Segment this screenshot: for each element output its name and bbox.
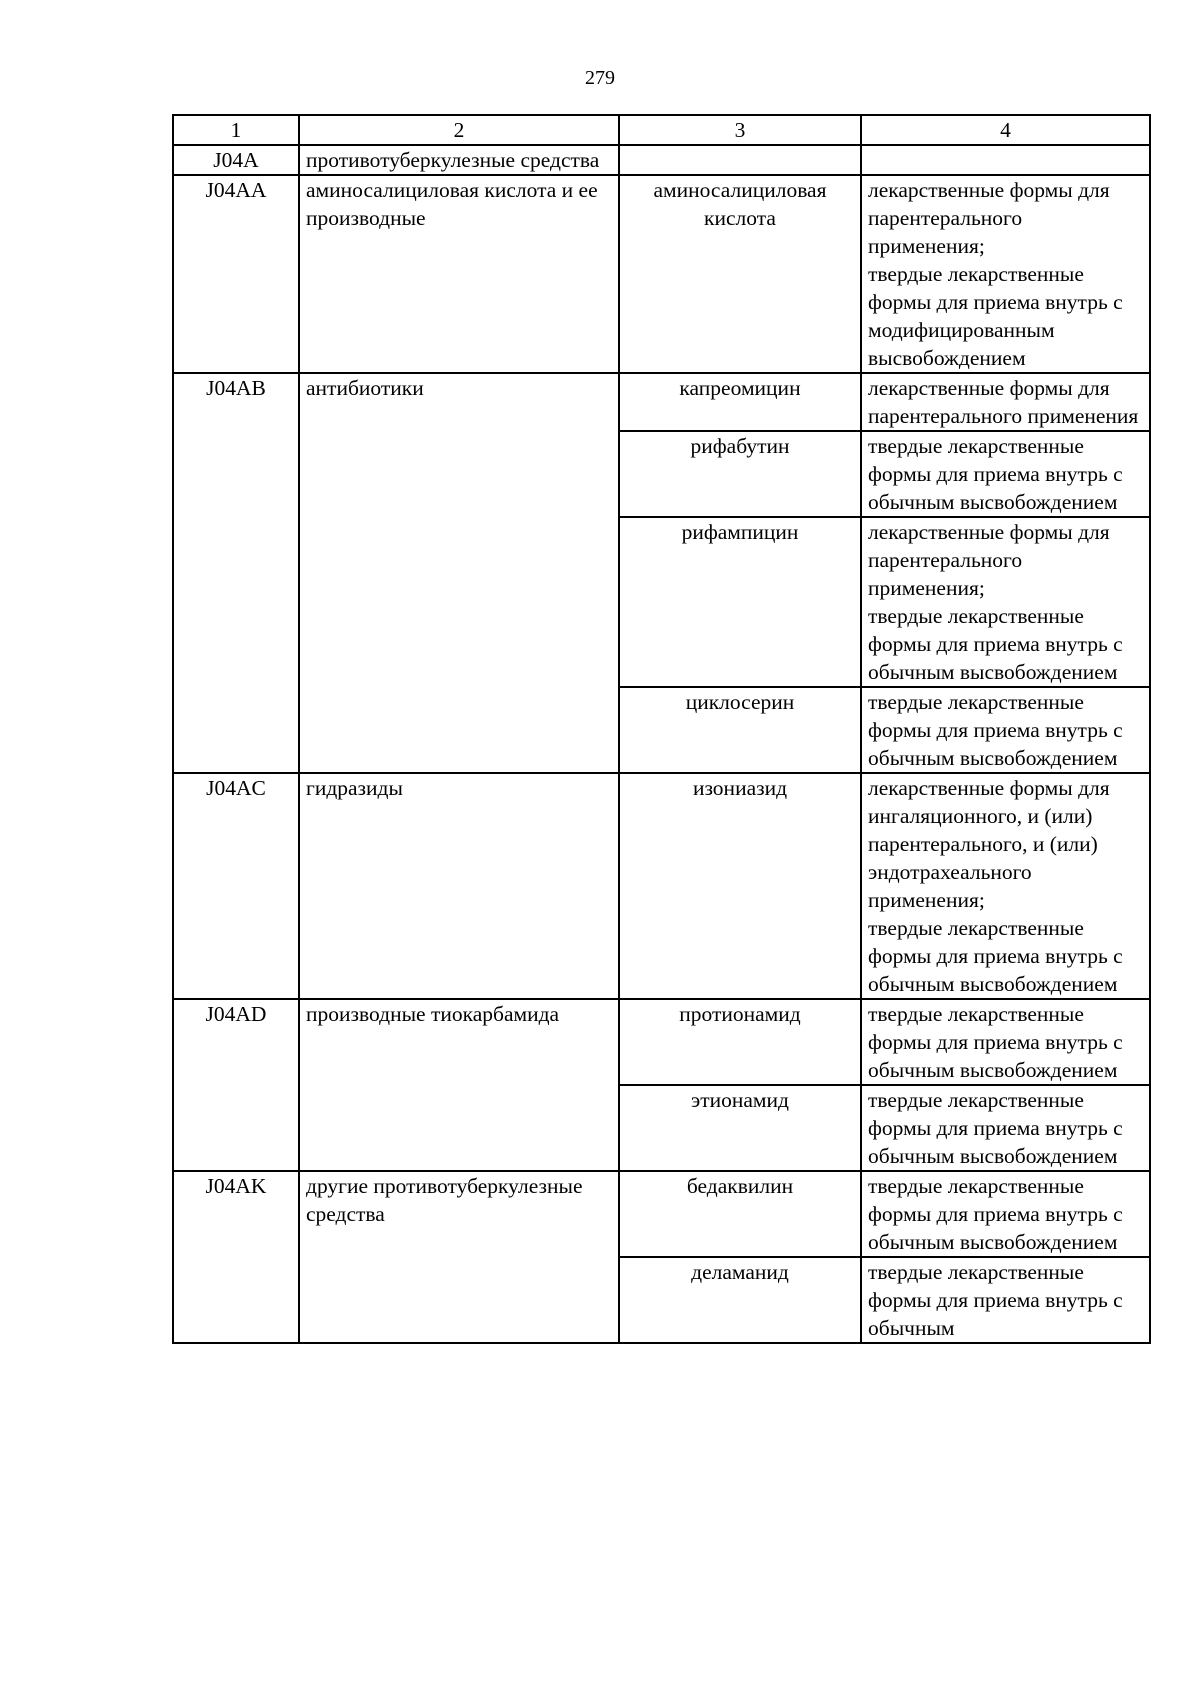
atc-code: J04AB xyxy=(173,373,299,773)
column-number: 3 xyxy=(619,115,861,145)
atc-group-name: другие противотуберкулезные средства xyxy=(299,1171,619,1343)
column-number: 1 xyxy=(173,115,299,145)
dosage-form: твердые лекарственные формы для приема внутрь с обычным xyxy=(861,1257,1150,1343)
table-row xyxy=(173,373,1150,431)
atc-code: J04AA xyxy=(173,175,299,373)
table-row xyxy=(173,999,1150,1085)
dosage-form: твердые лекарственные формы для приема внутрь с обычным высвобождением xyxy=(861,1085,1150,1171)
dosage-form: лекарственные формы для парентерального применения xyxy=(861,373,1150,431)
column-number: 4 xyxy=(861,115,1150,145)
table-row xyxy=(173,145,1150,175)
drug-name: протионамид xyxy=(619,999,861,1085)
atc-group-name: производные тиокарбамида xyxy=(299,999,619,1171)
table-row xyxy=(173,175,1150,373)
atc-code: J04A xyxy=(173,145,299,175)
drug-table xyxy=(172,114,1151,1344)
atc-group-name: противотуберкулезные средства xyxy=(299,145,619,175)
atc-group-name: гидразиды xyxy=(299,773,619,999)
table-header-row xyxy=(173,115,1150,145)
dosage-form: твердые лекарственные формы для приема внутрь с обычным высвобождением xyxy=(861,999,1150,1085)
drug-name: рифабутин xyxy=(619,431,861,517)
dosage-form: лекарственные формы для парентерального применения; твердые лекарственные формы для приема внутрь с обычным высвобождением xyxy=(861,517,1150,687)
dosage-form: твердые лекарственные формы для приема внутрь с обычным высвобождением xyxy=(861,1171,1150,1257)
dosage-form: лекарственные формы для ингаляционного, и (или) парентерального, и (или) эндотрахеального применения; твердые лекарственные формы для приема внутрь с обычным высвобождением xyxy=(861,773,1150,999)
atc-group-name: аминосалициловая кислота и ее производные xyxy=(299,175,619,373)
atc-group-name: антибиотики xyxy=(299,373,619,773)
dosage-form xyxy=(861,145,1150,175)
atc-code: J04AK xyxy=(173,1171,299,1343)
drug-name: аминосалициловая кислота xyxy=(619,175,861,373)
dosage-form: лекарственные формы для парентерального применения; твердые лекарственные формы для приема внутрь с модифицированным высвобождением xyxy=(861,175,1150,373)
drug-name: рифампицин xyxy=(619,517,861,687)
drug-name xyxy=(619,145,861,175)
drug-name: деламанид xyxy=(619,1257,861,1343)
column-number: 2 xyxy=(299,115,619,145)
page-number: 279 xyxy=(585,67,615,89)
drug-name: бедаквилин xyxy=(619,1171,861,1257)
dosage-form: твердые лекарственные формы для приема внутрь с обычным высвобождением xyxy=(861,687,1150,773)
atc-code: J04AD xyxy=(173,999,299,1171)
atc-code: J04AC xyxy=(173,773,299,999)
table-row xyxy=(173,773,1150,999)
drug-name: капреомицин xyxy=(619,373,861,431)
drug-name: этионамид xyxy=(619,1085,861,1171)
table-row xyxy=(173,1171,1150,1257)
drug-name: изониазид xyxy=(619,773,861,999)
dosage-form: твердые лекарственные формы для приема внутрь с обычным высвобождением xyxy=(861,431,1150,517)
drug-name: циклосерин xyxy=(619,687,861,773)
